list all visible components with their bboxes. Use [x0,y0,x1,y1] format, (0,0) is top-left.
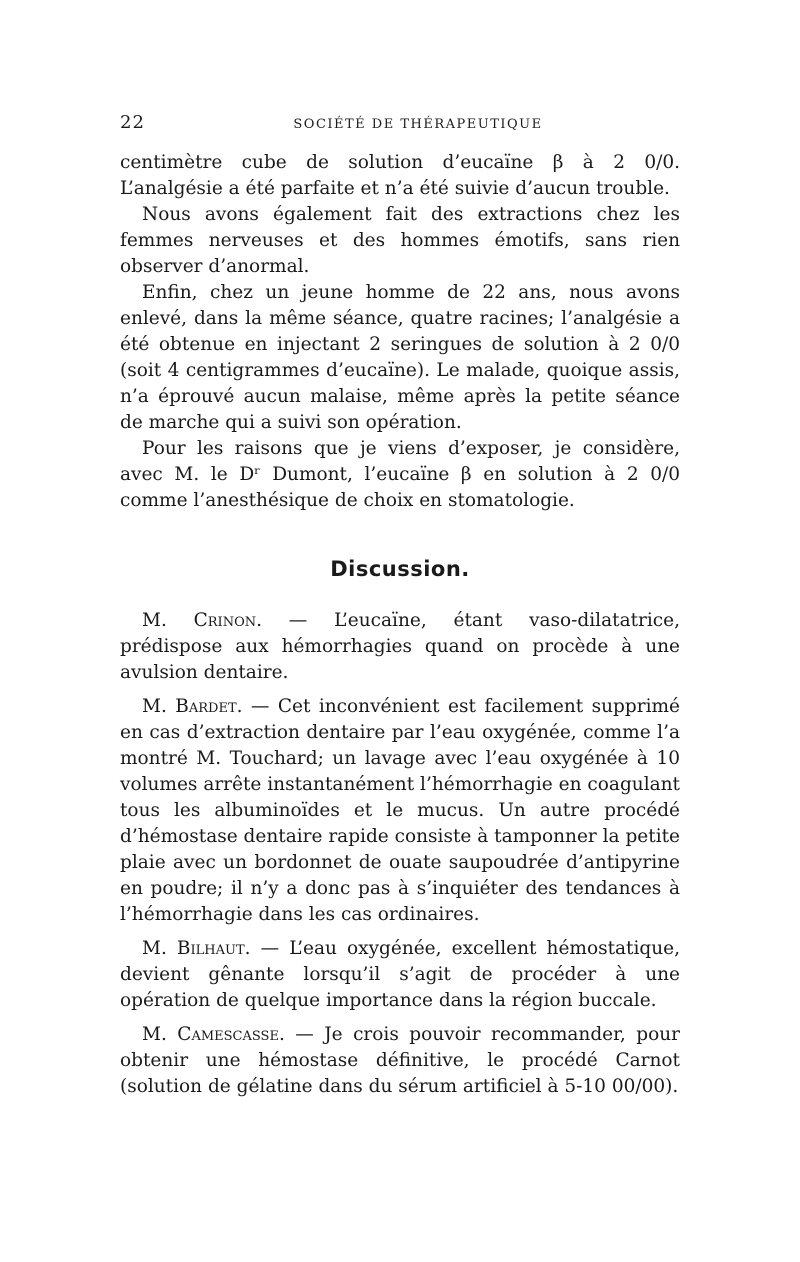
section-heading: Discussion. [330,557,470,581]
discussion-entry [120,936,680,1014]
running-title: SOCIÉTÉ DE THÉRAPEUTIQUE [293,117,543,132]
paragraph: Pour les raisons que je viens d’exposer, je considère, avec M. le Dʳ Dumont, l’eucaïne β en solution à 2 0/0 comme l’anesthésique de choix en stomatologie. [120,438,680,511]
speaker-name: M. Camescasse. [142,1024,285,1045]
speaker-name: M. Bardet. [142,696,243,717]
speech-text: — Cet inconvénient est facilement supprimé en cas d’extraction dentaire par l’eau oxygénée, comme l’a montré M. Touchard; un lavage avec l’eau oxygénée à 10 volumes arrête instantanément l’hémorrhagie en coagulant tous les albuminoïdes et le mucus. Un autre procédé d’hémostase dentaire rapide consiste à tamponner la petite plaie avec un bordonnet de ouate saupoudrée d’antipyrine en poudre; il n’y a donc pas à s’inquiéter des tendances à l’hémorrhagie dans les cas ordinaires. [120,696,680,925]
speech-text: — L’eucaïne, étant vaso-dilatatrice, prédispose aux hémorrhagies quand on procède à une avulsion dentaire. [120,610,680,683]
speaker-name: M. Crinon. [142,610,262,631]
page-header [120,112,680,138]
speaker-name: M. Bilhaut. [142,938,251,959]
paragraph: Enfin, chez un jeune homme de 22 ans, nous avons enlevé, dans la même séance, quatre racines; l’analgésie a été obtenue en injectant 2 seringues de solution à 2 0/0 (soit 4 centigrammes d’eucaïne). Le malade, quoique assis, n’a éprouvé aucun malaise, même après la petite séance de marche qui a suivi son opération. [120,282,680,433]
paragraph: centimètre cube de solution d’eucaïne β à 2 0/0. L’analgésie a été parfaite et n’a été suivie d’aucun trouble. [120,152,680,199]
speech-text: — Je crois pouvoir recommander, pour obtenir une hémostase définitive, le procédé Carnot (solution de gélatine dans du sérum artificiel à 5-10 00/00). [120,1024,680,1097]
discussion-entry [120,694,680,928]
paragraph: Nous avons également fait des extractions chez les femmes nerveuses et des hommes émotifs, sans rien observer d’anormal. [120,204,680,277]
page-number: 22 [120,112,145,133]
discussion-entry [120,608,680,686]
body-text [120,150,680,1108]
discussion-entry [120,1022,680,1100]
speech-text: — L’eau oxygénée, excellent hémostatique, devient gênante lorsqu’il s’agit de procéder à une opération de quelque importance dans la région buccale. [120,938,680,1011]
